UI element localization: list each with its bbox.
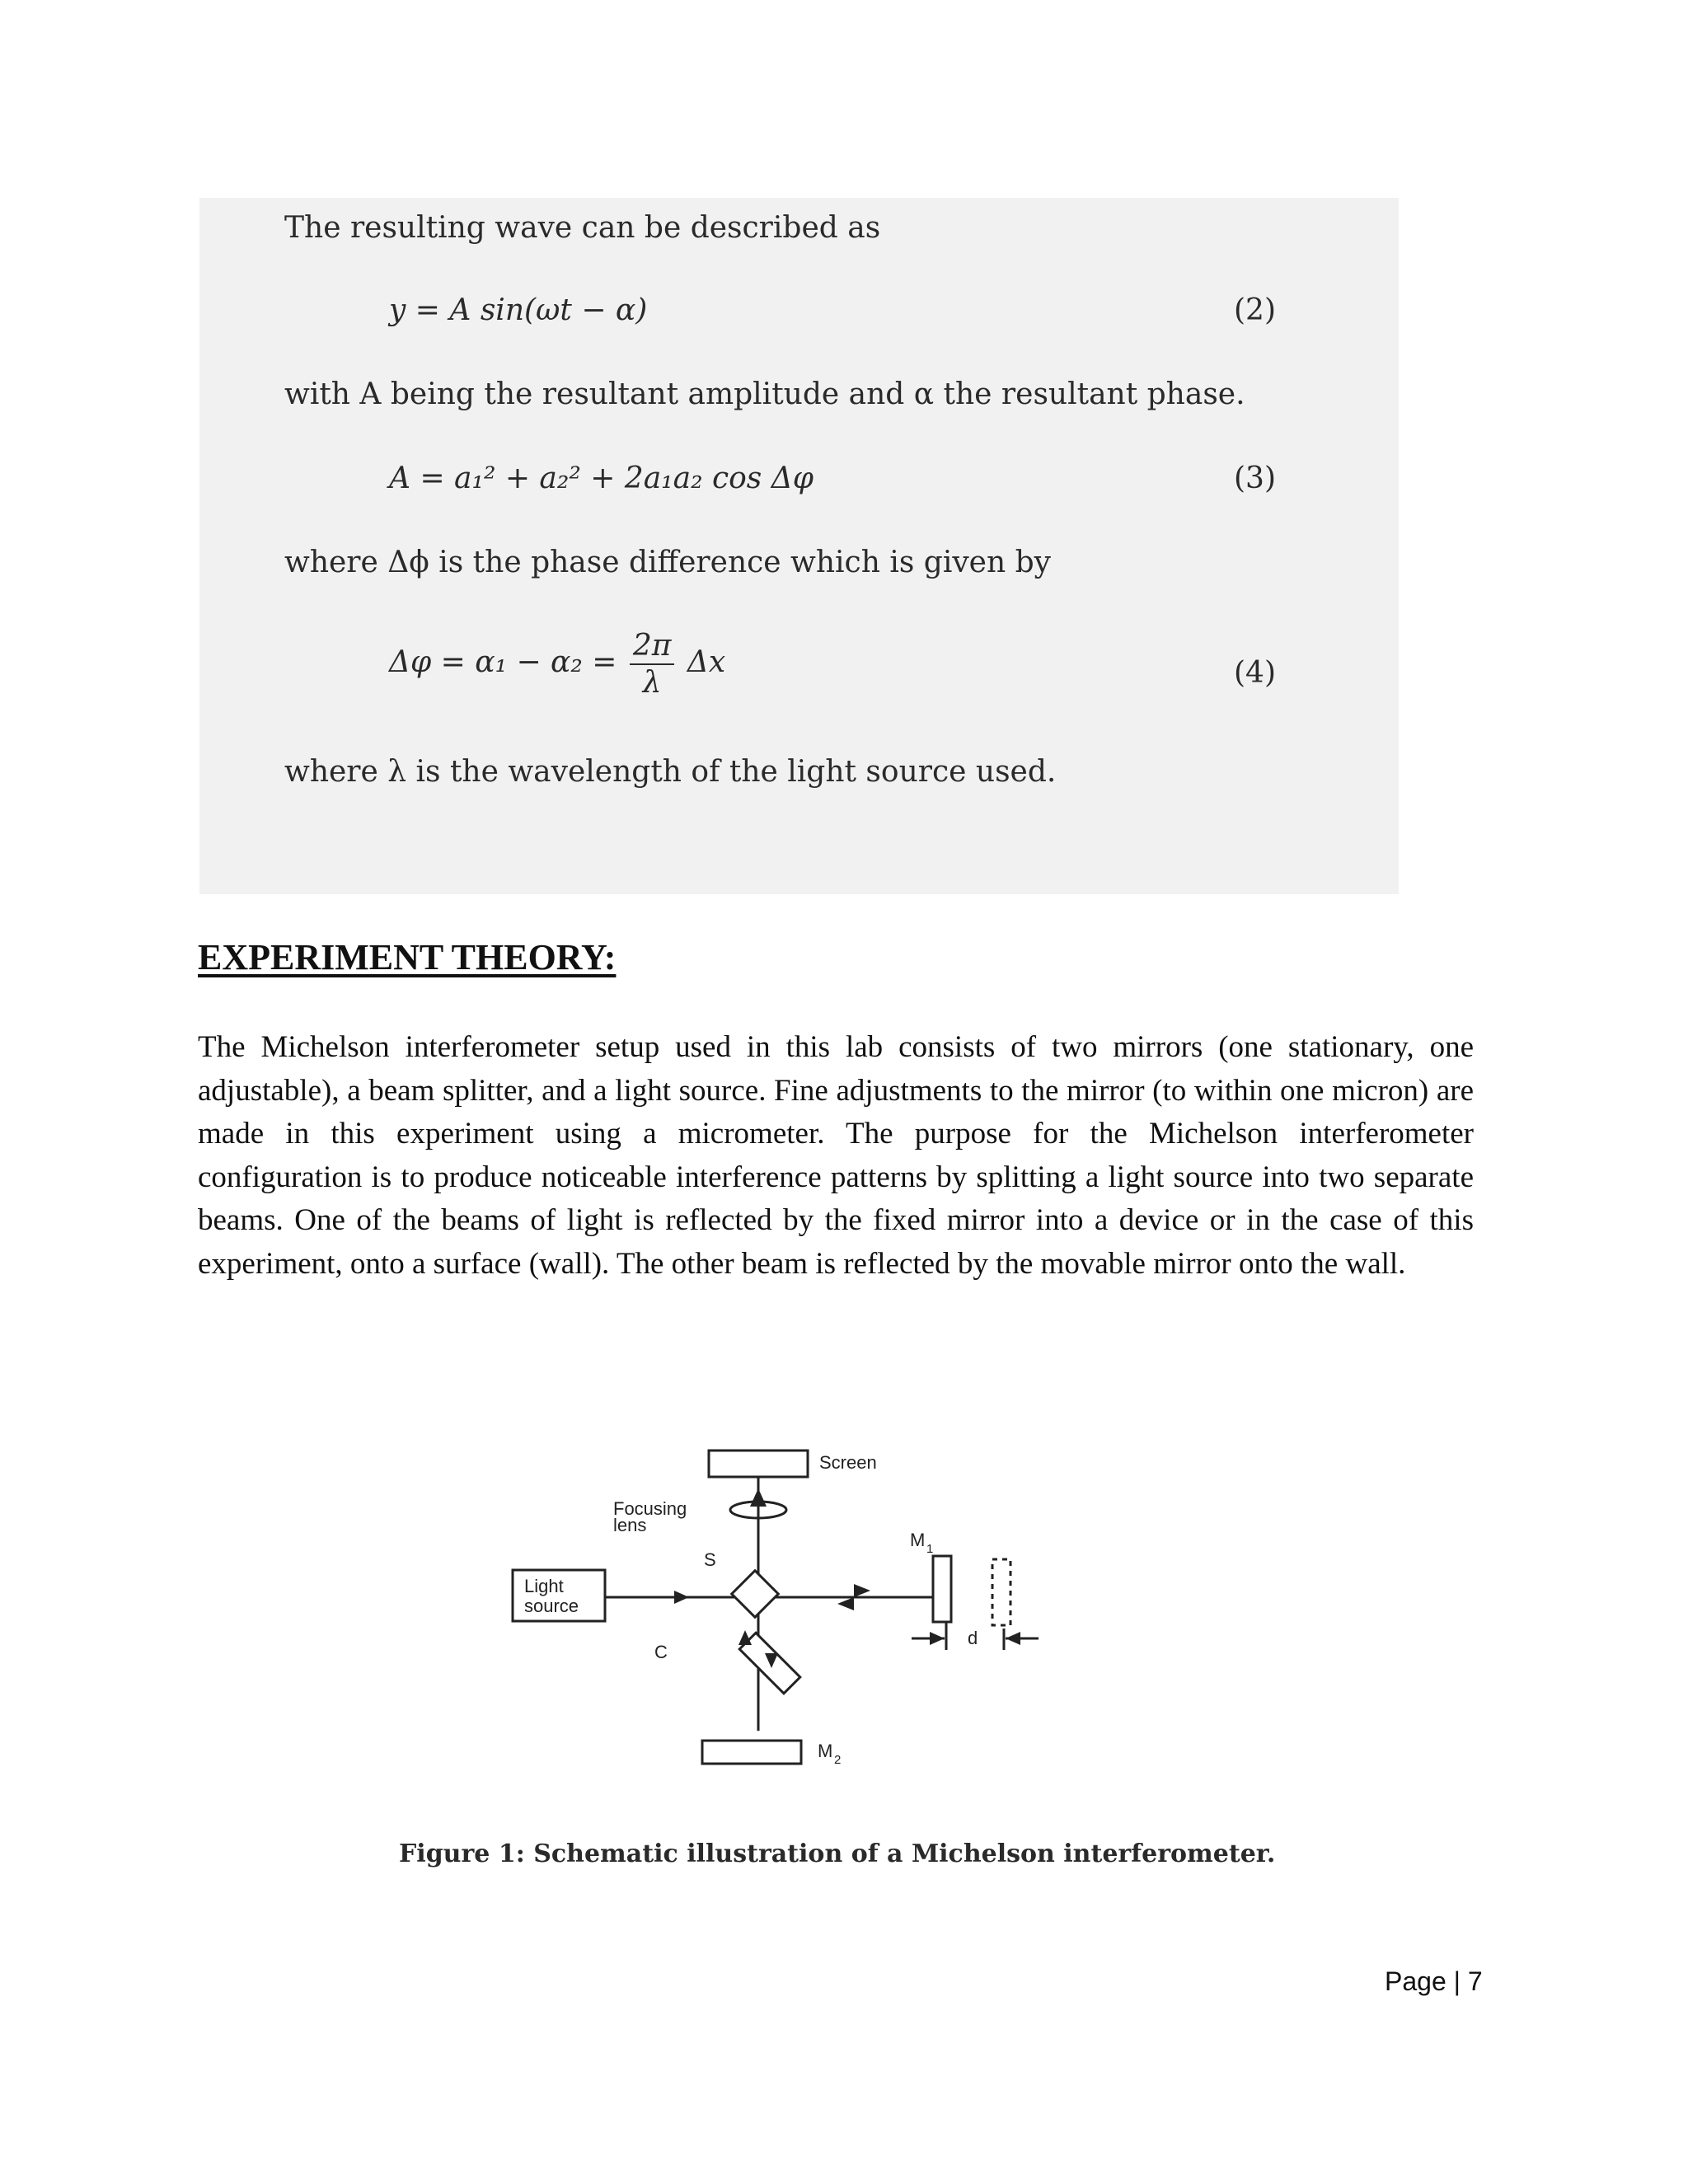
equation-3-number: (3) bbox=[1234, 462, 1276, 495]
equation-4-fraction bbox=[630, 628, 675, 701]
label-m1: M bbox=[910, 1530, 926, 1550]
equation-4-explanation: where λ is the wavelength of the light source used. bbox=[284, 755, 1057, 789]
arrow-right-source bbox=[674, 1591, 689, 1604]
label-m2-subscript: 2 bbox=[834, 1753, 842, 1767]
label-focusing: Focusing bbox=[613, 1498, 687, 1519]
figure-caption: Figure 1: Schematic illustration of a Michelson interferometer. bbox=[399, 1840, 1276, 1868]
label-c: C bbox=[654, 1642, 668, 1662]
label-m1-subscript: 1 bbox=[926, 1542, 934, 1556]
interferometer-diagram bbox=[495, 1434, 1071, 1797]
label-source: source bbox=[524, 1596, 579, 1616]
equation-2-number: (2) bbox=[1234, 293, 1276, 327]
arrow-left-from-m1 bbox=[837, 1597, 854, 1610]
page-number: Page | 7 bbox=[1385, 1966, 1483, 1996]
equation-2: y = A sin(ωt − α) bbox=[389, 293, 648, 327]
equation-4-number: (4) bbox=[1234, 656, 1276, 690]
arrow-right-m1 bbox=[854, 1584, 870, 1597]
mirror-m2 bbox=[702, 1741, 801, 1764]
label-s: S bbox=[704, 1549, 716, 1570]
arrow-up-screen bbox=[750, 1488, 767, 1507]
label-light: Light bbox=[524, 1576, 564, 1596]
label-lens: lens bbox=[613, 1515, 647, 1535]
beam-splitter bbox=[732, 1571, 779, 1618]
equation-4-rhs: Δx bbox=[687, 645, 726, 680]
screen-shape bbox=[709, 1451, 808, 1477]
d-arrowhead-right bbox=[1006, 1632, 1020, 1645]
equation-3: A = a₁² + a₂² + 2a₁a₂ cos Δφ bbox=[389, 462, 814, 495]
equation-scan-block bbox=[199, 198, 1399, 894]
equation-4-numerator: 2π bbox=[630, 628, 675, 665]
section-heading: EXPERIMENT THEORY: bbox=[198, 937, 617, 977]
theory-paragraph: The Michelson interferometer setup used in this lab consists of two mirrors (one stationary, one adjustable), a beam splitter, and a light source. Fine adjustments to the mirror (to within one micron) are made in this experiment using a micrometer. The purpose for the Michelson interferometer configuration is to produce noticeable interference patterns by splitting a light source into two separate beams. One of the beams of light is reflected by the fixed mirror into a device or in the case of this experiment, onto a surface (wall). The other beam is reflected by the movable mirror onto the wall. bbox=[198, 1030, 1474, 1281]
equation-intro-text: The resulting wave can be described as bbox=[284, 211, 881, 245]
mirror-m1 bbox=[933, 1556, 951, 1622]
label-screen: Screen bbox=[819, 1452, 877, 1473]
mirror-m1-displaced bbox=[992, 1559, 1010, 1625]
equation-4 bbox=[389, 628, 725, 701]
equation-4-denominator: λ bbox=[642, 666, 662, 701]
label-m2: M bbox=[818, 1741, 833, 1761]
label-d: d bbox=[968, 1628, 978, 1648]
d-arrowhead-left bbox=[930, 1632, 945, 1645]
equation-2-explanation: with A being the resultant amplitude and α the resultant phase. bbox=[284, 377, 1245, 411]
equation-3-explanation: where Δϕ is the phase difference which is given by bbox=[284, 546, 1051, 579]
equation-4-lhs: Δφ = α₁ − α₂ = bbox=[389, 645, 617, 680]
